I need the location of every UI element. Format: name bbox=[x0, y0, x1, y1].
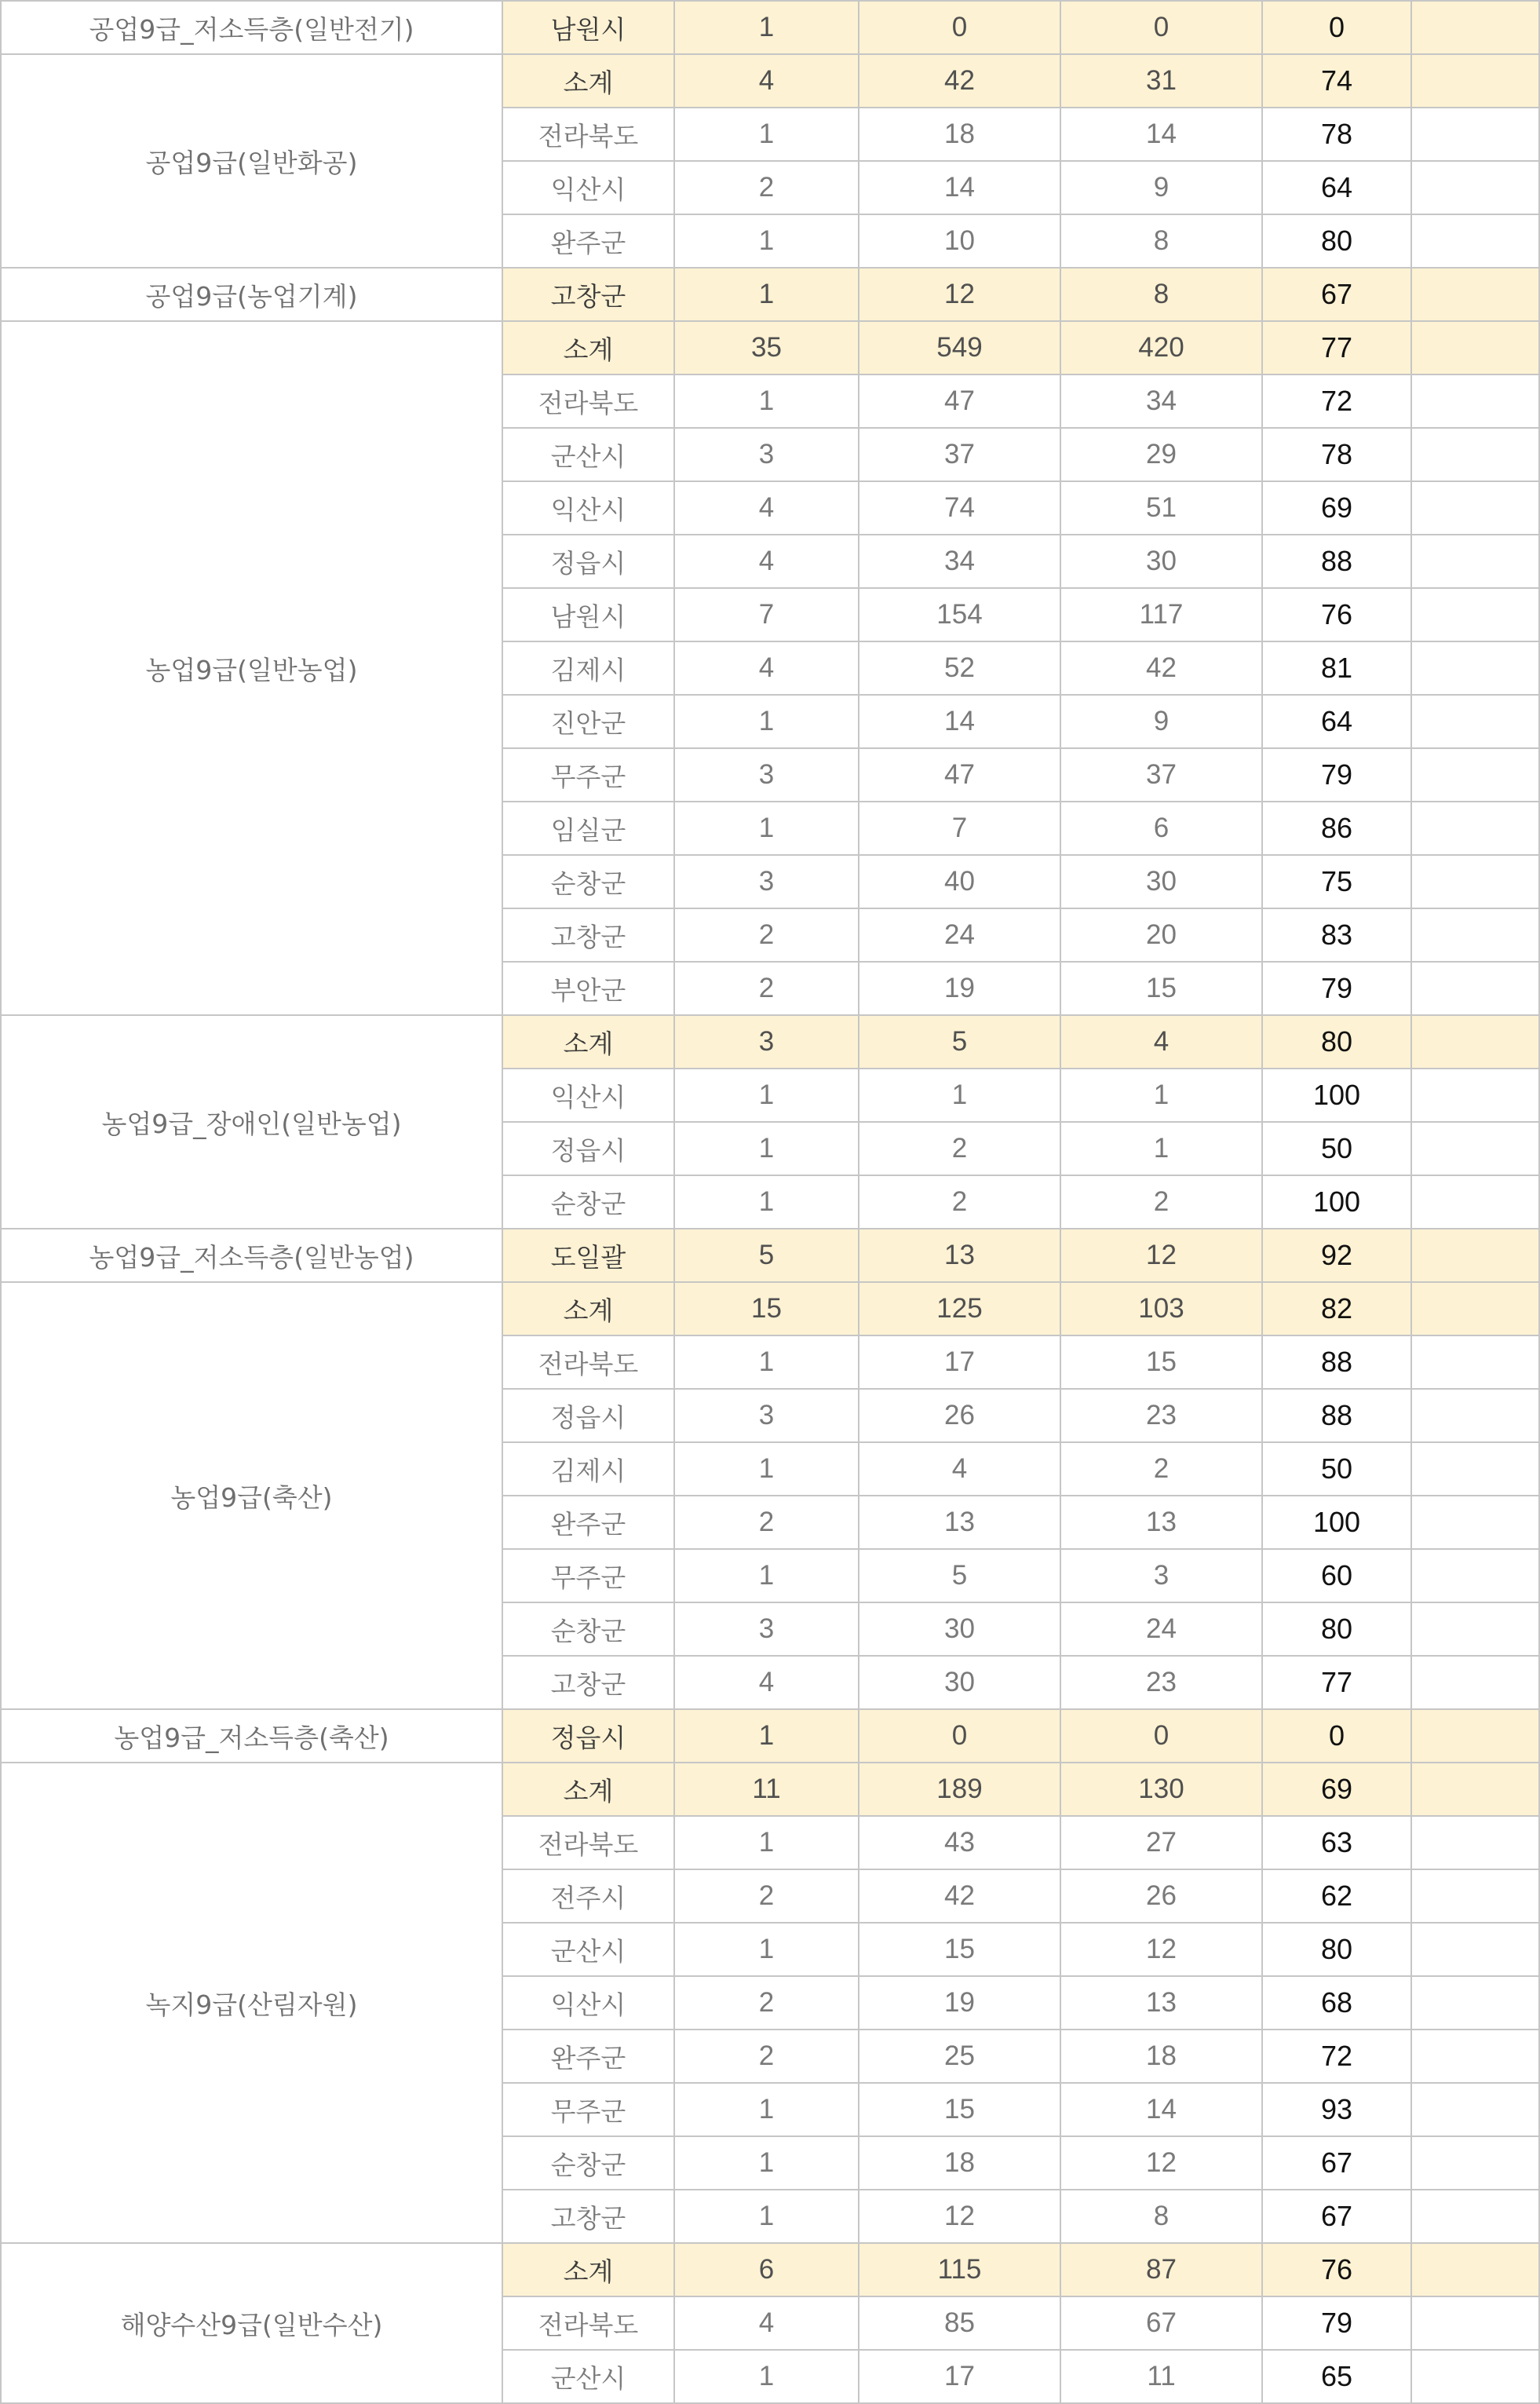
region-cell[interactable]: 정읍시 bbox=[502, 535, 674, 588]
count-cell-3[interactable]: 15 bbox=[1060, 1335, 1262, 1389]
count-cell-1[interactable]: 1 bbox=[674, 2083, 859, 2136]
rate-cell[interactable]: 62 bbox=[1262, 1869, 1411, 1923]
region-cell[interactable]: 군산시 bbox=[502, 2350, 674, 2403]
rate-cell[interactable]: 80 bbox=[1262, 1015, 1411, 1069]
count-cell-2[interactable]: 24 bbox=[859, 908, 1060, 962]
empty-cell[interactable] bbox=[1411, 1229, 1539, 1282]
count-cell-3[interactable]: 14 bbox=[1060, 108, 1262, 161]
region-cell[interactable]: 정읍시 bbox=[502, 1389, 674, 1442]
region-cell[interactable]: 군산시 bbox=[502, 1923, 674, 1976]
count-cell-3[interactable]: 0 bbox=[1060, 1, 1262, 54]
count-cell-2[interactable]: 52 bbox=[859, 641, 1060, 695]
empty-cell[interactable] bbox=[1411, 2243, 1539, 2296]
count-cell-1[interactable]: 1 bbox=[674, 1335, 859, 1389]
rate-cell[interactable]: 86 bbox=[1262, 802, 1411, 855]
table-row bbox=[1, 1709, 1539, 1763]
count-cell-3[interactable]: 20 bbox=[1060, 908, 1262, 962]
rate-cell[interactable]: 80 bbox=[1262, 214, 1411, 268]
count-cell-2[interactable]: 154 bbox=[859, 588, 1060, 641]
region-cell[interactable]: 고창군 bbox=[502, 908, 674, 962]
category-cell[interactable]: 농업9급_저소득층(축산) bbox=[1, 1709, 502, 1763]
empty-cell[interactable] bbox=[1411, 1923, 1539, 1976]
count-cell-3[interactable]: 31 bbox=[1060, 54, 1262, 108]
region-cell[interactable]: 고창군 bbox=[502, 268, 674, 321]
count-cell-2[interactable]: 15 bbox=[859, 2083, 1060, 2136]
count-cell-2[interactable]: 14 bbox=[859, 161, 1060, 214]
count-cell-2[interactable]: 19 bbox=[859, 962, 1060, 1015]
count-cell-2[interactable]: 5 bbox=[859, 1015, 1060, 1069]
count-cell-2[interactable]: 34 bbox=[859, 535, 1060, 588]
count-cell-3[interactable]: 18 bbox=[1060, 2030, 1262, 2083]
rate-cell[interactable]: 76 bbox=[1262, 588, 1411, 641]
count-cell-3[interactable]: 37 bbox=[1060, 748, 1262, 802]
region-cell[interactable]: 익산시 bbox=[502, 481, 674, 535]
count-cell-1[interactable]: 3 bbox=[674, 855, 859, 908]
region-cell[interactable]: 김제시 bbox=[502, 641, 674, 695]
count-cell-3[interactable]: 13 bbox=[1060, 1976, 1262, 2030]
region-cell[interactable]: 남원시 bbox=[502, 1, 674, 54]
rate-cell[interactable]: 79 bbox=[1262, 962, 1411, 1015]
count-cell-3[interactable]: 0 bbox=[1060, 1709, 1262, 1763]
count-cell-3[interactable]: 420 bbox=[1060, 321, 1262, 374]
count-cell-2[interactable]: 13 bbox=[859, 1229, 1060, 1282]
count-cell-2[interactable]: 5 bbox=[859, 1549, 1060, 1602]
rate-cell[interactable]: 67 bbox=[1262, 2136, 1411, 2190]
count-cell-3[interactable]: 4 bbox=[1060, 1015, 1262, 1069]
region-cell[interactable]: 군산시 bbox=[502, 428, 674, 481]
region-cell[interactable]: 전라북도 bbox=[502, 1335, 674, 1389]
count-cell-3[interactable]: 11 bbox=[1060, 2350, 1262, 2403]
empty-cell[interactable] bbox=[1411, 321, 1539, 374]
category-cell[interactable]: 농업9급_장애인(일반농업) bbox=[1, 1015, 502, 1229]
rate-cell[interactable]: 74 bbox=[1262, 54, 1411, 108]
count-cell-3[interactable]: 12 bbox=[1060, 1923, 1262, 1976]
count-cell-3[interactable]: 103 bbox=[1060, 1282, 1262, 1335]
rate-cell[interactable]: 76 bbox=[1262, 2243, 1411, 2296]
count-cell-3[interactable]: 9 bbox=[1060, 161, 1262, 214]
rate-cell[interactable]: 78 bbox=[1262, 428, 1411, 481]
count-cell-3[interactable]: 8 bbox=[1060, 268, 1262, 321]
rate-cell[interactable]: 75 bbox=[1262, 855, 1411, 908]
count-cell-1[interactable]: 1 bbox=[674, 1122, 859, 1175]
count-cell-2[interactable]: 42 bbox=[859, 54, 1060, 108]
rate-cell[interactable]: 100 bbox=[1262, 1069, 1411, 1122]
region-cell[interactable]: 순창군 bbox=[502, 855, 674, 908]
category-cell[interactable]: 공업9급_저소득층(일반전기) bbox=[1, 1, 502, 54]
count-cell-2[interactable]: 2 bbox=[859, 1175, 1060, 1229]
rate-cell[interactable]: 67 bbox=[1262, 2190, 1411, 2243]
rate-cell[interactable]: 80 bbox=[1262, 1602, 1411, 1656]
region-cell[interactable]: 전라북도 bbox=[502, 374, 674, 428]
rate-cell[interactable]: 72 bbox=[1262, 2030, 1411, 2083]
empty-cell[interactable] bbox=[1411, 588, 1539, 641]
count-cell-2[interactable]: 17 bbox=[859, 2350, 1060, 2403]
empty-cell[interactable] bbox=[1411, 1602, 1539, 1656]
count-cell-1[interactable]: 3 bbox=[674, 748, 859, 802]
empty-cell[interactable] bbox=[1411, 1976, 1539, 2030]
table-row bbox=[1, 1763, 1539, 1816]
count-cell-3[interactable]: 3 bbox=[1060, 1549, 1262, 1602]
count-cell-1[interactable]: 1 bbox=[674, 1923, 859, 1976]
count-cell-2[interactable]: 549 bbox=[859, 321, 1060, 374]
count-cell-3[interactable]: 23 bbox=[1060, 1656, 1262, 1709]
count-cell-2[interactable]: 25 bbox=[859, 2030, 1060, 2083]
rate-cell[interactable]: 83 bbox=[1262, 908, 1411, 962]
rate-cell[interactable]: 81 bbox=[1262, 641, 1411, 695]
rate-cell[interactable]: 64 bbox=[1262, 161, 1411, 214]
empty-cell[interactable] bbox=[1411, 2190, 1539, 2243]
empty-cell[interactable] bbox=[1411, 2083, 1539, 2136]
rate-cell[interactable]: 78 bbox=[1262, 108, 1411, 161]
empty-cell[interactable] bbox=[1411, 1763, 1539, 1816]
count-cell-2[interactable]: 10 bbox=[859, 214, 1060, 268]
count-cell-2[interactable]: 12 bbox=[859, 2190, 1060, 2243]
empty-cell[interactable] bbox=[1411, 1709, 1539, 1763]
category-cell[interactable]: 농업9급(축산) bbox=[1, 1282, 502, 1709]
count-cell-3[interactable]: 1 bbox=[1060, 1069, 1262, 1122]
empty-cell[interactable] bbox=[1411, 2350, 1539, 2403]
count-cell-3[interactable]: 87 bbox=[1060, 2243, 1262, 2296]
count-cell-2[interactable]: 30 bbox=[859, 1602, 1060, 1656]
count-cell-2[interactable]: 47 bbox=[859, 748, 1060, 802]
region-cell[interactable]: 임실군 bbox=[502, 802, 674, 855]
count-cell-3[interactable]: 34 bbox=[1060, 374, 1262, 428]
empty-cell[interactable] bbox=[1411, 268, 1539, 321]
count-cell-2[interactable]: 125 bbox=[859, 1282, 1060, 1335]
count-cell-2[interactable]: 85 bbox=[859, 2296, 1060, 2350]
region-cell[interactable]: 남원시 bbox=[502, 588, 674, 641]
count-cell-1[interactable]: 1 bbox=[674, 2350, 859, 2403]
empty-cell[interactable] bbox=[1411, 108, 1539, 161]
region-cell[interactable]: 김제시 bbox=[502, 1442, 674, 1496]
rate-cell[interactable]: 69 bbox=[1262, 1763, 1411, 1816]
empty-cell[interactable] bbox=[1411, 214, 1539, 268]
empty-cell[interactable] bbox=[1411, 535, 1539, 588]
category-cell[interactable]: 공업9급(농업기계) bbox=[1, 268, 502, 321]
count-cell-1[interactable]: 4 bbox=[674, 2296, 859, 2350]
table-row bbox=[1, 2243, 1539, 2296]
count-cell-1[interactable]: 1 bbox=[674, 2190, 859, 2243]
count-cell-1[interactable]: 1 bbox=[674, 2136, 859, 2190]
count-cell-3[interactable]: 15 bbox=[1060, 962, 1262, 1015]
empty-cell[interactable] bbox=[1411, 428, 1539, 481]
empty-cell[interactable] bbox=[1411, 802, 1539, 855]
count-cell-1[interactable]: 2 bbox=[674, 1869, 859, 1923]
count-cell-3[interactable]: 67 bbox=[1060, 2296, 1262, 2350]
region-cell[interactable]: 전라북도 bbox=[502, 1816, 674, 1869]
region-cell[interactable]: 고창군 bbox=[502, 2190, 674, 2243]
count-cell-2[interactable]: 40 bbox=[859, 855, 1060, 908]
count-cell-1[interactable]: 1 bbox=[674, 695, 859, 748]
count-cell-1[interactable]: 1 bbox=[674, 1709, 859, 1763]
empty-cell[interactable] bbox=[1411, 1015, 1539, 1069]
count-cell-2[interactable]: 47 bbox=[859, 374, 1060, 428]
count-cell-1[interactable]: 1 bbox=[674, 214, 859, 268]
rate-cell[interactable]: 92 bbox=[1262, 1229, 1411, 1282]
rate-cell[interactable]: 63 bbox=[1262, 1816, 1411, 1869]
table-row bbox=[1, 54, 1539, 108]
rate-cell[interactable]: 60 bbox=[1262, 1549, 1411, 1602]
region-cell[interactable]: 소계 bbox=[502, 321, 674, 374]
empty-cell[interactable] bbox=[1411, 1816, 1539, 1869]
count-cell-3[interactable]: 14 bbox=[1060, 2083, 1262, 2136]
rate-cell[interactable]: 0 bbox=[1262, 1, 1411, 54]
region-cell[interactable]: 완주군 bbox=[502, 2030, 674, 2083]
count-cell-2[interactable]: 15 bbox=[859, 1923, 1060, 1976]
count-cell-2[interactable]: 2 bbox=[859, 1122, 1060, 1175]
region-cell[interactable]: 정읍시 bbox=[502, 1122, 674, 1175]
table-body bbox=[1, 1, 1539, 2403]
rate-cell[interactable]: 67 bbox=[1262, 268, 1411, 321]
count-cell-3[interactable]: 8 bbox=[1060, 2190, 1262, 2243]
count-cell-1[interactable]: 4 bbox=[674, 1656, 859, 1709]
count-cell-3[interactable]: 27 bbox=[1060, 1816, 1262, 1869]
count-cell-1[interactable]: 2 bbox=[674, 1496, 859, 1549]
count-cell-1[interactable]: 6 bbox=[674, 2243, 859, 2296]
table-row bbox=[1, 321, 1539, 374]
rate-cell[interactable]: 88 bbox=[1262, 1389, 1411, 1442]
table-row bbox=[1, 1, 1539, 54]
category-cell[interactable]: 공업9급(일반화공) bbox=[1, 54, 502, 268]
empty-cell[interactable] bbox=[1411, 1069, 1539, 1122]
region-cell[interactable]: 익산시 bbox=[502, 1069, 674, 1122]
category-cell[interactable]: 해양수산9급(일반수산) bbox=[1, 2243, 502, 2403]
count-cell-1[interactable]: 1 bbox=[674, 374, 859, 428]
count-cell-2[interactable]: 0 bbox=[859, 1, 1060, 54]
count-cell-2[interactable]: 37 bbox=[859, 428, 1060, 481]
empty-cell[interactable] bbox=[1411, 374, 1539, 428]
category-cell[interactable]: 녹지9급(산림자원) bbox=[1, 1763, 502, 2243]
region-cell[interactable]: 진안군 bbox=[502, 695, 674, 748]
count-cell-3[interactable]: 12 bbox=[1060, 1229, 1262, 1282]
region-cell[interactable]: 순창군 bbox=[502, 2136, 674, 2190]
empty-cell[interactable] bbox=[1411, 748, 1539, 802]
count-cell-3[interactable]: 1 bbox=[1060, 1122, 1262, 1175]
table-row bbox=[1, 1282, 1539, 1335]
region-cell[interactable]: 소계 bbox=[502, 2243, 674, 2296]
count-cell-3[interactable]: 117 bbox=[1060, 588, 1262, 641]
region-cell[interactable]: 전주시 bbox=[502, 1869, 674, 1923]
count-cell-3[interactable]: 2 bbox=[1060, 1175, 1262, 1229]
rate-cell[interactable]: 68 bbox=[1262, 1976, 1411, 2030]
region-cell[interactable]: 부안군 bbox=[502, 962, 674, 1015]
rate-cell[interactable]: 82 bbox=[1262, 1282, 1411, 1335]
empty-cell[interactable] bbox=[1411, 962, 1539, 1015]
count-cell-1[interactable]: 1 bbox=[674, 1442, 859, 1496]
rate-cell[interactable]: 80 bbox=[1262, 1923, 1411, 1976]
region-cell[interactable]: 무주군 bbox=[502, 1549, 674, 1602]
count-cell-1[interactable]: 1 bbox=[674, 1549, 859, 1602]
region-cell[interactable]: 완주군 bbox=[502, 1496, 674, 1549]
empty-cell[interactable] bbox=[1411, 695, 1539, 748]
region-cell[interactable]: 무주군 bbox=[502, 748, 674, 802]
empty-cell[interactable] bbox=[1411, 1335, 1539, 1389]
rate-cell[interactable]: 88 bbox=[1262, 1335, 1411, 1389]
count-cell-2[interactable]: 13 bbox=[859, 1496, 1060, 1549]
count-cell-1[interactable]: 1 bbox=[674, 108, 859, 161]
count-cell-3[interactable]: 13 bbox=[1060, 1496, 1262, 1549]
count-cell-1[interactable]: 11 bbox=[674, 1763, 859, 1816]
empty-cell[interactable] bbox=[1411, 1389, 1539, 1442]
rate-cell[interactable]: 0 bbox=[1262, 1709, 1411, 1763]
count-cell-2[interactable]: 43 bbox=[859, 1816, 1060, 1869]
rate-cell[interactable]: 65 bbox=[1262, 2350, 1411, 2403]
count-cell-3[interactable]: 130 bbox=[1060, 1763, 1262, 1816]
count-cell-1[interactable]: 1 bbox=[674, 802, 859, 855]
count-cell-2[interactable]: 7 bbox=[859, 802, 1060, 855]
rate-cell[interactable]: 77 bbox=[1262, 1656, 1411, 1709]
count-cell-1[interactable]: 3 bbox=[674, 1389, 859, 1442]
region-cell[interactable]: 소계 bbox=[502, 1015, 674, 1069]
count-cell-2[interactable]: 26 bbox=[859, 1389, 1060, 1442]
count-cell-3[interactable]: 30 bbox=[1060, 535, 1262, 588]
region-cell[interactable]: 소계 bbox=[502, 1763, 674, 1816]
count-cell-1[interactable]: 3 bbox=[674, 1015, 859, 1069]
region-cell[interactable]: 소계 bbox=[502, 1282, 674, 1335]
count-cell-3[interactable]: 51 bbox=[1060, 481, 1262, 535]
region-cell[interactable]: 익산시 bbox=[502, 1976, 674, 2030]
empty-cell[interactable] bbox=[1411, 1549, 1539, 1602]
region-cell[interactable]: 전라북도 bbox=[502, 108, 674, 161]
count-cell-2[interactable]: 12 bbox=[859, 268, 1060, 321]
count-cell-1[interactable]: 3 bbox=[674, 1602, 859, 1656]
count-cell-1[interactable]: 4 bbox=[674, 641, 859, 695]
table-row bbox=[1, 268, 1539, 321]
empty-cell[interactable] bbox=[1411, 2030, 1539, 2083]
count-cell-2[interactable]: 30 bbox=[859, 1656, 1060, 1709]
count-cell-2[interactable]: 0 bbox=[859, 1709, 1060, 1763]
count-cell-1[interactable]: 2 bbox=[674, 161, 859, 214]
count-cell-2[interactable]: 42 bbox=[859, 1869, 1060, 1923]
rate-cell[interactable]: 79 bbox=[1262, 2296, 1411, 2350]
count-cell-1[interactable]: 1 bbox=[674, 1175, 859, 1229]
rate-cell[interactable]: 72 bbox=[1262, 374, 1411, 428]
count-cell-2[interactable]: 115 bbox=[859, 2243, 1060, 2296]
empty-cell[interactable] bbox=[1411, 1, 1539, 54]
count-cell-1[interactable]: 4 bbox=[674, 481, 859, 535]
rate-cell[interactable]: 50 bbox=[1262, 1122, 1411, 1175]
rate-cell[interactable]: 100 bbox=[1262, 1175, 1411, 1229]
rate-cell[interactable]: 79 bbox=[1262, 748, 1411, 802]
region-cell[interactable]: 정읍시 bbox=[502, 1709, 674, 1763]
empty-cell[interactable] bbox=[1411, 1175, 1539, 1229]
count-cell-3[interactable]: 2 bbox=[1060, 1442, 1262, 1496]
count-cell-1[interactable]: 2 bbox=[674, 2030, 859, 2083]
rate-cell[interactable]: 93 bbox=[1262, 2083, 1411, 2136]
count-cell-1[interactable]: 1 bbox=[674, 1816, 859, 1869]
count-cell-2[interactable]: 189 bbox=[859, 1763, 1060, 1816]
count-cell-1[interactable]: 2 bbox=[674, 962, 859, 1015]
count-cell-2[interactable]: 14 bbox=[859, 695, 1060, 748]
count-cell-1[interactable]: 7 bbox=[674, 588, 859, 641]
empty-cell[interactable] bbox=[1411, 908, 1539, 962]
count-cell-1[interactable]: 35 bbox=[674, 321, 859, 374]
empty-cell[interactable] bbox=[1411, 1496, 1539, 1549]
empty-cell[interactable] bbox=[1411, 2136, 1539, 2190]
region-cell[interactable]: 고창군 bbox=[502, 1656, 674, 1709]
empty-cell[interactable] bbox=[1411, 1656, 1539, 1709]
count-cell-1[interactable]: 15 bbox=[674, 1282, 859, 1335]
table-row bbox=[1, 1229, 1539, 1282]
count-cell-2[interactable]: 4 bbox=[859, 1442, 1060, 1496]
count-cell-2[interactable]: 18 bbox=[859, 2136, 1060, 2190]
count-cell-3[interactable]: 9 bbox=[1060, 695, 1262, 748]
count-cell-1[interactable]: 1 bbox=[674, 268, 859, 321]
empty-cell[interactable] bbox=[1411, 1869, 1539, 1923]
count-cell-3[interactable]: 42 bbox=[1060, 641, 1262, 695]
count-cell-3[interactable]: 26 bbox=[1060, 1869, 1262, 1923]
count-cell-2[interactable]: 74 bbox=[859, 481, 1060, 535]
empty-cell[interactable] bbox=[1411, 161, 1539, 214]
empty-cell[interactable] bbox=[1411, 855, 1539, 908]
count-cell-3[interactable]: 29 bbox=[1060, 428, 1262, 481]
empty-cell[interactable] bbox=[1411, 2296, 1539, 2350]
table-row bbox=[1, 1015, 1539, 1069]
count-cell-2[interactable]: 17 bbox=[859, 1335, 1060, 1389]
count-cell-3[interactable]: 23 bbox=[1060, 1389, 1262, 1442]
count-cell-2[interactable]: 19 bbox=[859, 1976, 1060, 2030]
region-cell[interactable]: 완주군 bbox=[502, 214, 674, 268]
region-cell[interactable]: 익산시 bbox=[502, 161, 674, 214]
count-cell-1[interactable]: 1 bbox=[674, 1069, 859, 1122]
empty-cell[interactable] bbox=[1411, 641, 1539, 695]
rate-cell[interactable]: 64 bbox=[1262, 695, 1411, 748]
count-cell-1[interactable]: 2 bbox=[674, 1976, 859, 2030]
count-cell-1[interactable]: 4 bbox=[674, 535, 859, 588]
rate-cell[interactable]: 88 bbox=[1262, 535, 1411, 588]
region-cell[interactable]: 도일괄 bbox=[502, 1229, 674, 1282]
category-cell[interactable]: 농업9급_저소득층(일반농업) bbox=[1, 1229, 502, 1282]
count-cell-1[interactable]: 5 bbox=[674, 1229, 859, 1282]
rate-cell[interactable]: 100 bbox=[1262, 1496, 1411, 1549]
empty-cell[interactable] bbox=[1411, 1122, 1539, 1175]
rate-cell[interactable]: 69 bbox=[1262, 481, 1411, 535]
rate-cell[interactable]: 50 bbox=[1262, 1442, 1411, 1496]
empty-cell[interactable] bbox=[1411, 54, 1539, 108]
count-cell-3[interactable]: 12 bbox=[1060, 2136, 1262, 2190]
count-cell-3[interactable]: 30 bbox=[1060, 855, 1262, 908]
count-cell-3[interactable]: 24 bbox=[1060, 1602, 1262, 1656]
count-cell-1[interactable]: 3 bbox=[674, 428, 859, 481]
empty-cell[interactable] bbox=[1411, 1442, 1539, 1496]
region-cell[interactable]: 소계 bbox=[502, 54, 674, 108]
count-cell-1[interactable]: 2 bbox=[674, 908, 859, 962]
category-cell[interactable]: 농업9급(일반농업) bbox=[1, 321, 502, 1015]
count-cell-2[interactable]: 18 bbox=[859, 108, 1060, 161]
rate-cell[interactable]: 77 bbox=[1262, 321, 1411, 374]
count-cell-1[interactable]: 1 bbox=[674, 1, 859, 54]
count-cell-2[interactable]: 1 bbox=[859, 1069, 1060, 1122]
count-cell-1[interactable]: 4 bbox=[674, 54, 859, 108]
region-cell[interactable]: 순창군 bbox=[502, 1175, 674, 1229]
count-cell-3[interactable]: 8 bbox=[1060, 214, 1262, 268]
region-cell[interactable]: 전라북도 bbox=[502, 2296, 674, 2350]
empty-cell[interactable] bbox=[1411, 1282, 1539, 1335]
empty-cell[interactable] bbox=[1411, 481, 1539, 535]
region-cell[interactable]: 순창군 bbox=[502, 1602, 674, 1656]
count-cell-3[interactable]: 6 bbox=[1060, 802, 1262, 855]
region-cell[interactable]: 무주군 bbox=[502, 2083, 674, 2136]
